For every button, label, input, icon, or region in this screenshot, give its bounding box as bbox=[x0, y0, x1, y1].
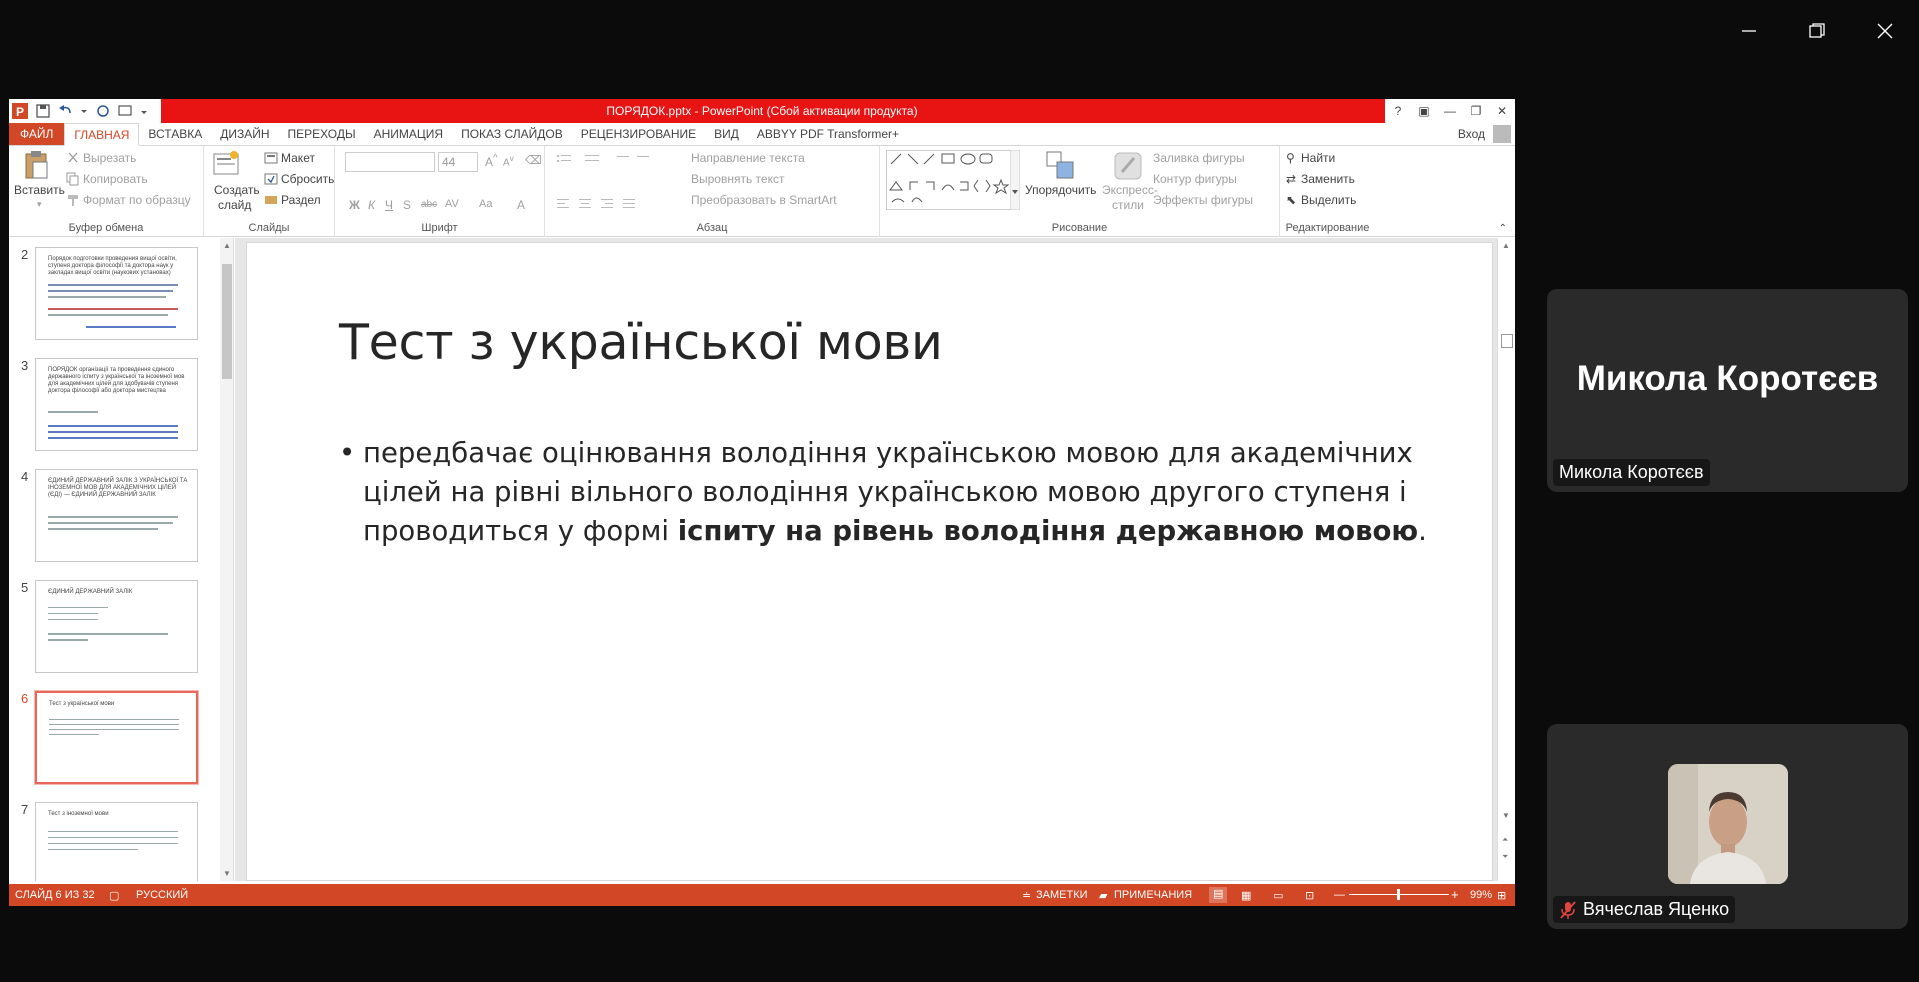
thumb-line bbox=[48, 437, 178, 439]
quick-styles-button-line1[interactable]: Экспресс- bbox=[1102, 183, 1158, 197]
zoom-out-button[interactable]: — bbox=[1334, 889, 1345, 901]
section-icon bbox=[264, 193, 278, 207]
thumb-line bbox=[48, 522, 173, 524]
cut-button[interactable]: Вырезать bbox=[83, 151, 137, 165]
tab-home[interactable]: ГЛАВНАЯ bbox=[64, 123, 139, 146]
zoom-slider-thumb[interactable] bbox=[1397, 889, 1400, 900]
new-slide-icon[interactable] bbox=[212, 150, 240, 180]
participant-name: Микола Коротєєв bbox=[1559, 462, 1704, 482]
restore-icon bbox=[1808, 22, 1826, 40]
font-family-combobox[interactable] bbox=[345, 152, 435, 172]
quick-styles-button-line2[interactable]: стили bbox=[1112, 198, 1144, 212]
underline-button[interactable]: Ч bbox=[385, 198, 393, 212]
replace-icon: ⇄ bbox=[1286, 172, 1297, 186]
slide-scrollbar[interactable] bbox=[1497, 238, 1515, 881]
sign-in-link[interactable]: Вход bbox=[1457, 127, 1485, 141]
customize-toolbar-icon[interactable] bbox=[139, 103, 149, 119]
thumb-line bbox=[49, 724, 179, 725]
bullet-marker: • bbox=[339, 437, 356, 469]
thumb-line bbox=[48, 837, 178, 838]
change-case-button[interactable]: Aa bbox=[479, 198, 493, 210]
thumb-line bbox=[49, 719, 179, 720]
find-icon: ⚲ bbox=[1286, 151, 1295, 165]
reading-view-button[interactable]: ▭ bbox=[1273, 890, 1284, 902]
copy-button[interactable]: Копировать bbox=[83, 172, 148, 186]
svg-text:P: P bbox=[16, 105, 25, 119]
thumb-text: ЄДИНИЙ ДЕРЖАВНИЙ ЗАЛІК З УКРАЇНСЬКОЇ ТА ІНОЗЕМНОЇ МОВ ДЛЯ АКАДЕМІЧНИХ ЦІЛЕЙ (ЄДІ) — ЄДИНИЙ ДЕРЖАВНИЙ ЗАЛІК bbox=[48, 478, 188, 498]
notes-icon: ≐ bbox=[1022, 890, 1032, 902]
editing-group-label: Редактирование bbox=[1285, 222, 1370, 234]
slide-thumbnail-6-selected[interactable] bbox=[35, 691, 198, 784]
italic-button[interactable]: К bbox=[368, 198, 376, 212]
participant-name: Вячеслав Яценко bbox=[1583, 899, 1730, 919]
alignment-buttons-icon[interactable] bbox=[555, 196, 675, 212]
close-window-button[interactable] bbox=[1851, 0, 1919, 62]
list-buttons-icon[interactable] bbox=[555, 152, 665, 168]
replace-button[interactable]: Заменить bbox=[1301, 172, 1355, 186]
participant-tile-2[interactable] bbox=[1547, 724, 1908, 929]
help-button[interactable]: ? bbox=[1394, 104, 1402, 118]
thumb-line bbox=[48, 619, 98, 620]
scrollbar-thumb[interactable] bbox=[222, 264, 232, 379]
thumb-line bbox=[48, 411, 98, 413]
thumb-line bbox=[48, 843, 178, 844]
shapes-gallery-icon[interactable] bbox=[886, 150, 1016, 210]
body-bold-text: іспиту на рівень володіння державною мовою bbox=[677, 515, 1419, 547]
slide-thumbnail-2[interactable] bbox=[35, 247, 198, 340]
copy-icon bbox=[66, 172, 80, 186]
thumb-line bbox=[48, 528, 158, 530]
slide-title[interactable]: Тест з української мови bbox=[339, 314, 943, 371]
char-spacing-button[interactable]: AV bbox=[445, 198, 459, 210]
tab-file[interactable]: ФАЙЛ bbox=[9, 123, 64, 145]
align-text-button[interactable]: Выровнять текст bbox=[691, 172, 785, 186]
window-controls bbox=[1715, 0, 1919, 62]
new-slide-button-line1[interactable]: Создать bbox=[214, 183, 260, 197]
zoom-in-button[interactable]: + bbox=[1451, 887, 1459, 902]
grow-font-button[interactable]: A^ bbox=[485, 153, 498, 169]
paste-dropdown-icon[interactable]: ▾ bbox=[37, 199, 42, 209]
quick-styles-icon[interactable] bbox=[1112, 150, 1144, 182]
thumb-number: 2 bbox=[21, 247, 29, 262]
shape-effects-button[interactable]: Эффекты фигуры bbox=[1153, 193, 1254, 207]
drawing-group bbox=[880, 146, 1280, 237]
font-group-label: Шрифт bbox=[421, 222, 458, 234]
thumb-line bbox=[48, 296, 166, 298]
slide-thumbnail-5[interactable] bbox=[35, 580, 198, 673]
slide-sorter-button[interactable]: ▦ bbox=[1241, 890, 1252, 902]
thumb-number: 7 bbox=[21, 802, 29, 817]
clipboard-group bbox=[9, 146, 204, 237]
document-title: ПОРЯДОК.pptx - PowerPoint (Сбой активации продукта) bbox=[606, 104, 918, 118]
format-painter-button[interactable]: Формат по образцу bbox=[83, 193, 191, 207]
clear-format-icon[interactable]: ⌫ bbox=[525, 153, 542, 167]
select-button[interactable]: Выделить bbox=[1301, 193, 1357, 207]
thumb-line bbox=[49, 729, 179, 730]
participant-face-image bbox=[1668, 764, 1788, 884]
tab-view[interactable]: ВИД bbox=[714, 127, 739, 141]
minimize-icon bbox=[1740, 22, 1758, 40]
slide-thumbnails-pane[interactable] bbox=[9, 238, 234, 881]
thumb-line bbox=[48, 639, 88, 641]
undo-icon[interactable] bbox=[57, 103, 73, 119]
slide-thumbnail-3[interactable] bbox=[35, 358, 198, 451]
shape-outline-button[interactable]: Контур фигуры bbox=[1153, 172, 1237, 186]
body-end: . bbox=[1418, 515, 1427, 547]
paragraph-group bbox=[545, 146, 880, 237]
tab-design[interactable]: ДИЗАЙН bbox=[220, 127, 270, 141]
participant-name-label bbox=[1553, 459, 1710, 486]
thumb-number: 4 bbox=[21, 469, 29, 484]
language-indicator[interactable]: РУССКИЙ bbox=[136, 889, 189, 901]
notes-button[interactable]: ЗАМЕТКИ bbox=[1036, 889, 1088, 901]
scroll-up-icon[interactable]: ▲ bbox=[223, 241, 231, 250]
app-close-button[interactable]: ✕ bbox=[1496, 104, 1508, 118]
slide-counter: СЛАЙД 6 ИЗ 32 bbox=[15, 889, 95, 901]
scroll-down-icon[interactable]: ▼ bbox=[1502, 811, 1510, 820]
thumb-line bbox=[49, 734, 99, 735]
slideshow-button[interactable]: ⊡ bbox=[1305, 890, 1315, 902]
thumb-line bbox=[48, 431, 178, 433]
thumb-line bbox=[48, 308, 178, 310]
slide-body[interactable] bbox=[339, 434, 1439, 551]
thumb-line bbox=[48, 607, 108, 608]
tab-slideshow[interactable]: ПОКАЗ СЛАЙДОВ bbox=[461, 127, 563, 141]
find-button[interactable]: Найти bbox=[1301, 151, 1336, 165]
spellcheck-icon[interactable]: ▢ bbox=[109, 890, 120, 902]
scroll-down-icon[interactable]: ▼ bbox=[223, 869, 231, 878]
tab-animations[interactable]: АНИМАЦИЯ bbox=[373, 127, 444, 141]
title-bar-buttons bbox=[1385, 99, 1515, 123]
paragraph-group-label: Абзац bbox=[696, 222, 728, 234]
layout-icon bbox=[264, 151, 278, 165]
quick-access-toolbar bbox=[9, 99, 161, 123]
paste-icon[interactable] bbox=[23, 150, 51, 180]
font-color-button[interactable]: A bbox=[517, 198, 526, 212]
thumb-line bbox=[48, 633, 168, 635]
thumb-number: 5 bbox=[21, 580, 29, 595]
shadow-button[interactable]: S bbox=[403, 198, 412, 212]
previous-slide-icon[interactable]: ⏶ bbox=[1502, 835, 1509, 844]
powerpoint-logo-icon bbox=[11, 102, 29, 120]
account-avatar[interactable] bbox=[1493, 125, 1511, 143]
scrollbar-thumb[interactable] bbox=[1501, 334, 1513, 348]
clipboard-group-label: Буфер обмена bbox=[68, 222, 144, 234]
tab-abbyy[interactable]: ABBYY PDF Transformer+ bbox=[756, 127, 900, 141]
thumb-number-active: 6 bbox=[21, 691, 29, 706]
participant-tile-1[interactable] bbox=[1547, 289, 1908, 492]
thumb-text: Порядок подготовки проведения вищої освіти, ступеня доктора філософії та доктора наук у закладах вищої освіти (наукових установах) bbox=[48, 256, 177, 276]
app-restore-button[interactable]: ❐ bbox=[1470, 104, 1482, 118]
reset-button[interactable]: Сбросить bbox=[281, 172, 335, 186]
fit-slide-button[interactable]: ⊞ bbox=[1497, 890, 1507, 902]
title-bar bbox=[9, 99, 1515, 123]
section-button[interactable]: Раздел bbox=[281, 193, 321, 207]
thumb-line bbox=[48, 314, 168, 316]
status-bar bbox=[9, 884, 1515, 906]
slides-group-label: Слайды bbox=[248, 222, 290, 234]
arrange-button[interactable]: Упорядочить bbox=[1025, 183, 1097, 197]
normal-view-button[interactable]: ▤ bbox=[1209, 887, 1227, 903]
slides-group bbox=[204, 146, 335, 237]
collapse-ribbon-icon[interactable]: ⌃ bbox=[1498, 223, 1507, 234]
participant-name-placeholder: Микола Коротєєв bbox=[1576, 359, 1879, 398]
comments-button[interactable]: ПРИМЕЧАНИЯ bbox=[1114, 889, 1193, 901]
thumb-line bbox=[48, 831, 178, 832]
microphone-muted-icon bbox=[1559, 900, 1577, 920]
text-direction-button[interactable]: Направление текста bbox=[691, 151, 805, 165]
next-slide-icon[interactable]: ⏷ bbox=[1502, 852, 1509, 861]
slide-thumbnail-7[interactable] bbox=[35, 802, 198, 881]
restore-window-button[interactable] bbox=[1783, 0, 1851, 62]
close-icon bbox=[1876, 22, 1894, 40]
thumb-line bbox=[48, 290, 173, 292]
format-painter-icon bbox=[66, 193, 80, 207]
minimize-window-button[interactable] bbox=[1715, 0, 1783, 62]
convert-smartart-button[interactable]: Преобразовать в SmartArt bbox=[691, 193, 837, 207]
thumb-text: Тест з іноземної мови bbox=[48, 811, 109, 817]
ribbon-tabs bbox=[9, 123, 1515, 146]
slide-thumbnail-4[interactable] bbox=[35, 469, 198, 562]
shrink-font-button[interactable]: $A^v$ bbox=[503, 153, 514, 169]
participant-video bbox=[1668, 764, 1788, 884]
thumb-line bbox=[48, 516, 178, 518]
select-icon: ⬉ bbox=[1286, 193, 1297, 207]
slide-editing-area bbox=[235, 238, 1515, 881]
tab-insert[interactable]: ВСТАВКА bbox=[148, 127, 203, 141]
reset-icon bbox=[264, 172, 278, 186]
thumb-line bbox=[48, 284, 178, 286]
zoom-level[interactable]: 99% bbox=[1470, 889, 1493, 901]
bold-button[interactable]: Ж bbox=[349, 198, 360, 212]
shapes-scroll-icon[interactable] bbox=[1010, 150, 1020, 210]
save-icon[interactable] bbox=[35, 103, 51, 119]
new-slide-button-line2[interactable]: слайд bbox=[218, 198, 252, 212]
layout-button[interactable]: Макет bbox=[281, 151, 315, 165]
body-text: передбачає оцінювання володіння українською мовою для академічних цілей на рівні вільного володіння українською мовою другого ступеня і проводиться у формі bbox=[363, 437, 1413, 547]
undo-dropdown-icon[interactable] bbox=[79, 103, 89, 119]
shape-fill-button[interactable]: Заливка фигуры bbox=[1153, 151, 1245, 165]
strikethrough-button[interactable]: abc bbox=[421, 199, 438, 210]
powerpoint-window bbox=[9, 99, 1515, 906]
font-group bbox=[335, 146, 545, 237]
app-minimize-button[interactable]: — bbox=[1444, 104, 1456, 118]
start-slideshow-icon[interactable] bbox=[117, 103, 133, 119]
thumb-text: ПОРЯДОК організації та проведення єдиного державного іспиту з української та іноземної мов для академічних цілей для здобувачів ступеня доктора філософії або доктора мистецтва bbox=[48, 367, 185, 394]
thumb-line bbox=[48, 425, 178, 427]
tab-review[interactable]: РЕЦЕНЗИРОВАНИЕ bbox=[580, 127, 697, 141]
editing-group bbox=[1280, 146, 1375, 237]
comments-icon: ▰ bbox=[1099, 890, 1108, 902]
font-size-combobox[interactable]: 44 bbox=[438, 152, 478, 172]
tab-transitions[interactable]: ПЕРЕХОДЫ bbox=[287, 127, 356, 141]
ribbon bbox=[9, 146, 1515, 237]
paste-button[interactable]: Вставить bbox=[14, 183, 65, 197]
cut-icon bbox=[66, 151, 80, 165]
thumb-text: Тест з української мови bbox=[49, 701, 115, 707]
current-slide[interactable] bbox=[246, 242, 1493, 881]
thumb-text: ЄДИНИЙ ДЕРЖАВНИЙ ЗАЛІК bbox=[48, 589, 133, 595]
scroll-up-icon[interactable]: ▲ bbox=[1502, 241, 1510, 250]
arrange-icon[interactable] bbox=[1045, 150, 1077, 182]
ribbon-display-options-button[interactable]: ▣ bbox=[1418, 104, 1430, 118]
drawing-group-label: Рисование bbox=[1051, 222, 1108, 234]
participant-name-label bbox=[1553, 896, 1735, 923]
thumb-line bbox=[48, 613, 98, 614]
thumbnails-scrollbar[interactable] bbox=[220, 238, 234, 881]
thumb-line bbox=[48, 849, 138, 850]
thumb-line bbox=[86, 326, 176, 328]
redo-icon[interactable] bbox=[95, 103, 111, 119]
thumb-number: 3 bbox=[21, 358, 29, 373]
